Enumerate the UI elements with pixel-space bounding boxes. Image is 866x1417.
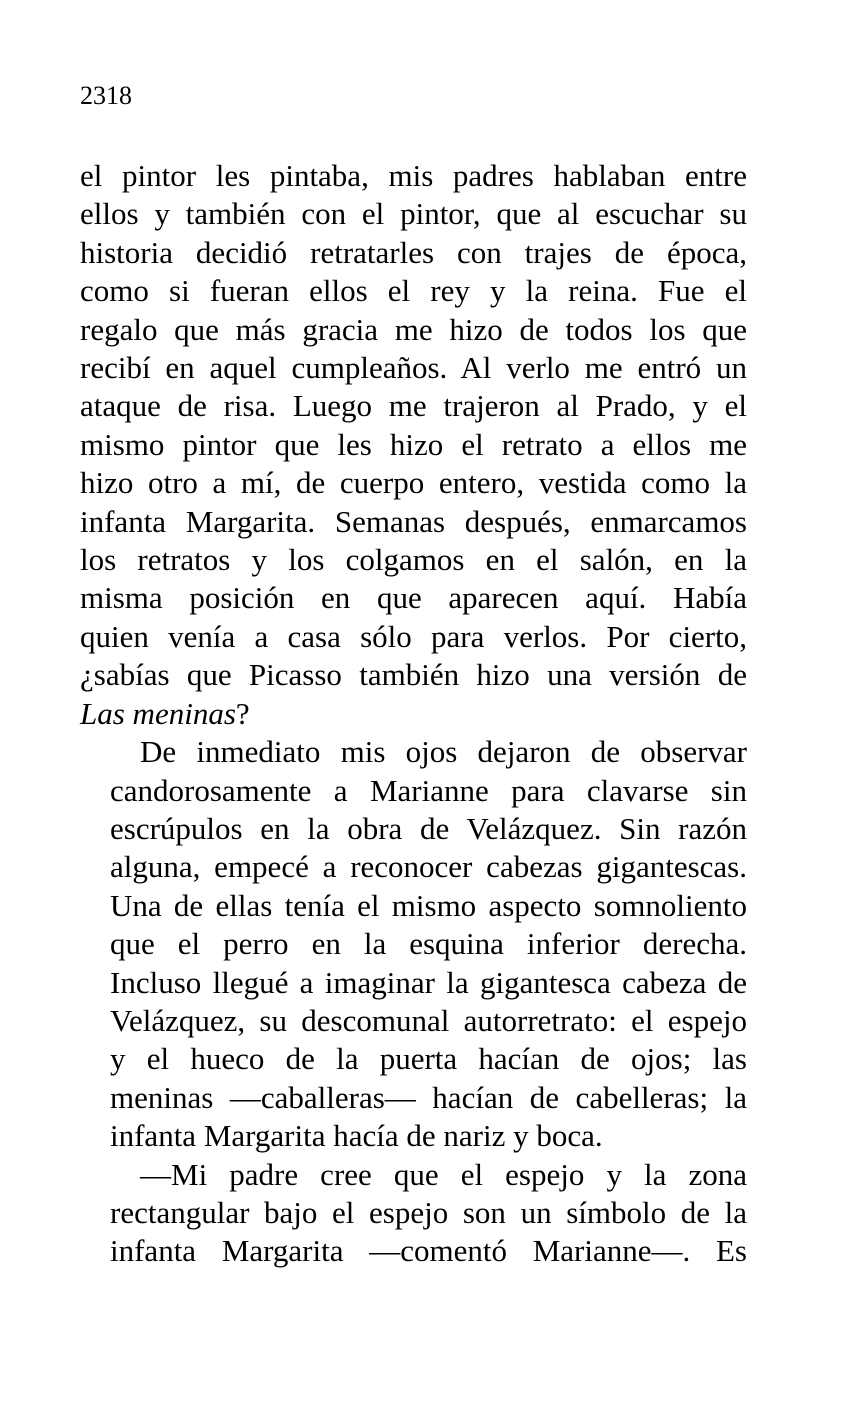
text-line: infanta Margarita. Semanas después, enmarcamos <box>80 503 747 539</box>
text-line: Velázquez, su descomunal autorretrato: el espejo <box>110 1002 747 1038</box>
paragraph-3 <box>80 1156 747 1271</box>
text-line: que el perro en la esquina inferior derecha. <box>110 926 747 962</box>
text-line: mismo pintor que les hizo el retrato a ellos me <box>80 426 747 462</box>
text-line: infanta Margarita —comentó Marianne—. Es <box>110 1233 747 1269</box>
text-line-last <box>80 695 747 733</box>
text-line: hizo otro a mí, de cuerpo entero, vestida como la <box>80 465 747 501</box>
text-line: infanta Margarita hacía de nariz y boca. <box>110 1118 603 1154</box>
text-line: meninas —caballeras— hacían de cabelleras; la <box>110 1079 747 1115</box>
text-line: los retratos y los colgamos en el salón, en la <box>80 542 747 578</box>
page-number: 2318 <box>80 81 132 110</box>
text-line: como si fueran ellos el rey y la reina. Fue el <box>80 273 747 309</box>
punctuation: ? <box>235 695 250 731</box>
text-line: —Mi padre cree que el espejo y la zona <box>140 1156 747 1192</box>
text-line: Incluso llegué a imaginar la gigantesca cabeza de <box>110 964 747 1000</box>
text-line: regalo que más gracia me hizo de todos los que <box>80 311 747 347</box>
text-line: Una de ellas tenía el mismo aspecto somnoliento <box>110 887 747 923</box>
text-line: recibí en aquel cumpleaños. Al verlo me entró un <box>80 350 747 386</box>
text-line: De inmediato mis ojos dejaron de observar <box>140 734 747 770</box>
text-line: el pintor les pintaba, mis padres hablaban entre <box>80 158 747 193</box>
paragraph-2 <box>80 733 747 1155</box>
text-line: escrúpulos en la obra de Velázquez. Sin razón <box>110 810 747 846</box>
text-line: y el hueco de la puerta hacían de ojos; las <box>110 1041 747 1077</box>
text-line: candorosamente a Marianne para clavarse sin <box>110 772 747 808</box>
paragraph-1 <box>80 157 747 733</box>
text-line: rectangular bajo el espejo son un símbolo de la <box>110 1194 747 1230</box>
text-line: alguna, empecé a reconocer cabezas gigantescas. <box>110 849 747 885</box>
text-line: quien venía a casa sólo para verlos. Por cierto, <box>80 618 747 654</box>
text-line: ¿sabías que Picasso también hizo una versión de <box>80 657 747 693</box>
text-line: ataque de risa. Luego me trajeron al Prado, y el <box>80 388 747 424</box>
text-line: historia decidió retratarles con trajes de época, <box>80 234 747 270</box>
book-title: Las meninas <box>80 695 236 731</box>
text-line: ellos y también con el pintor, que al escuchar su <box>80 196 747 232</box>
text-line: misma posición en que aparecen aquí. Había <box>80 580 747 616</box>
body-text <box>80 157 747 1271</box>
